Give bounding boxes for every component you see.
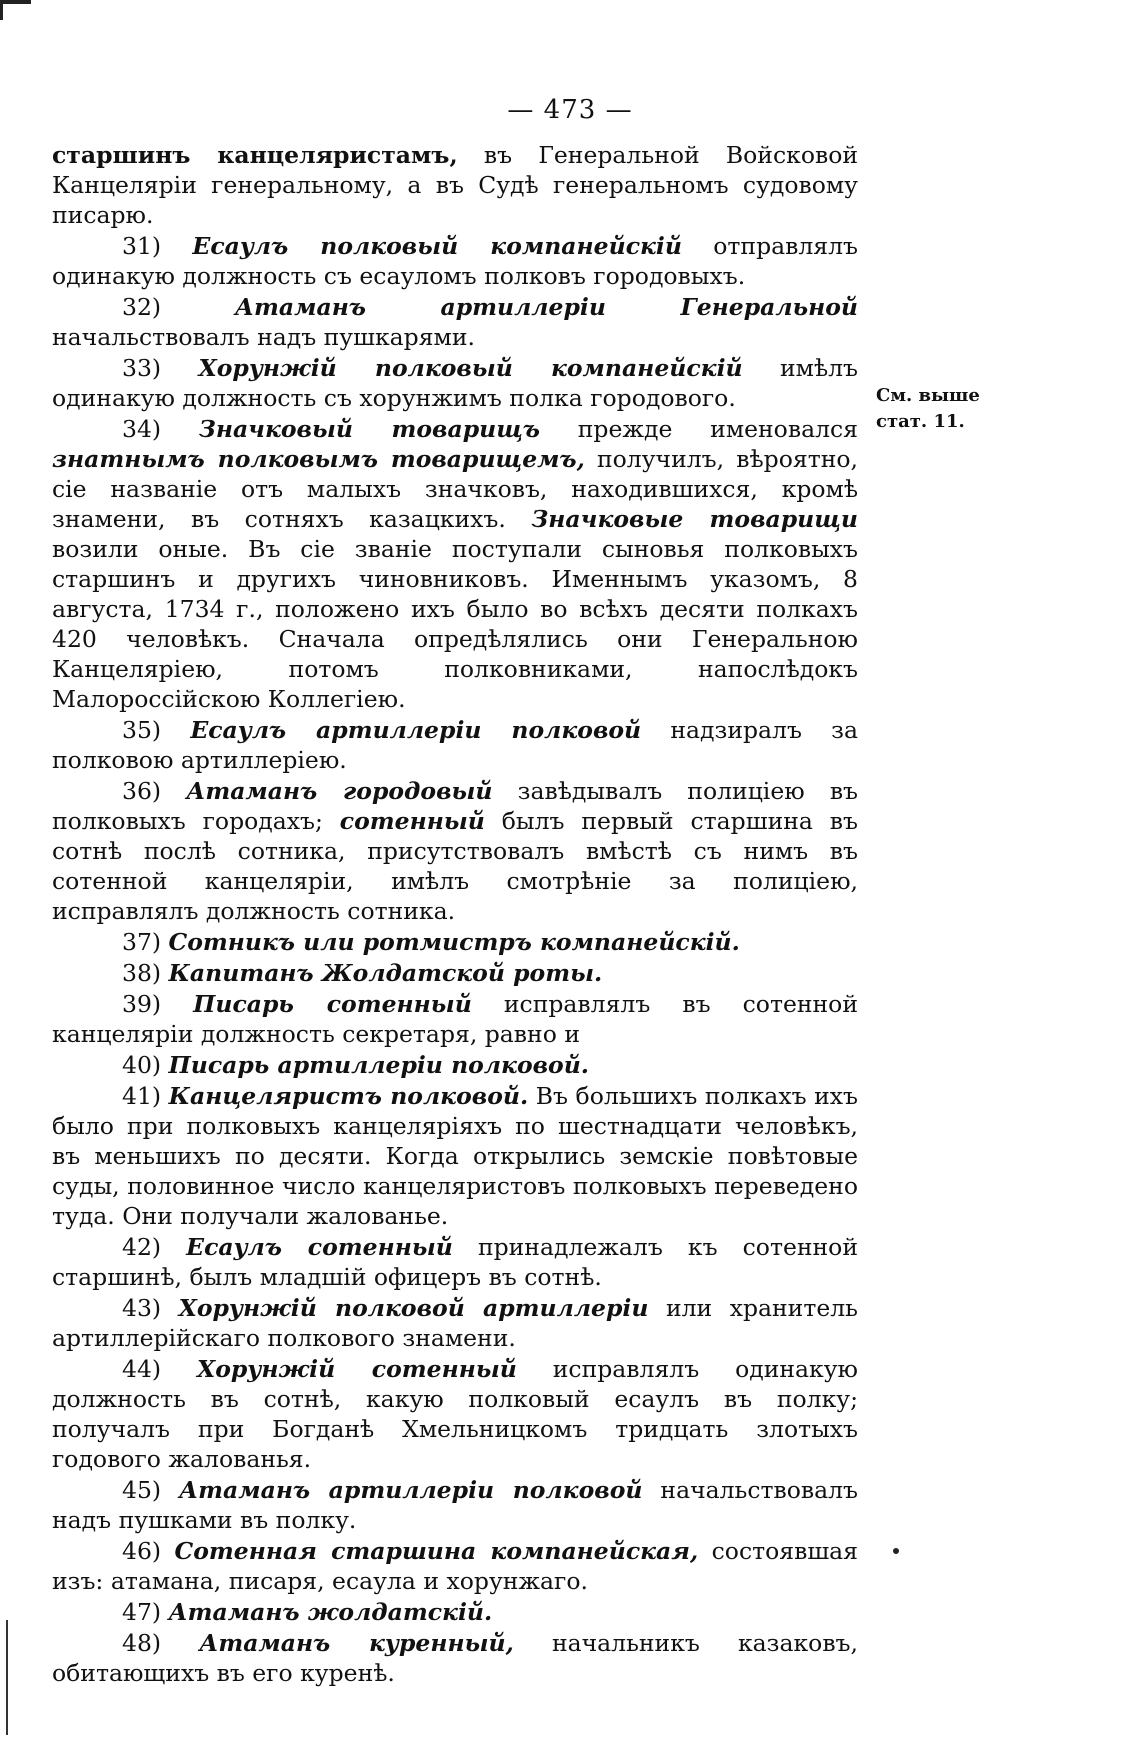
intro-text: въ Генеральной Войсковой Канцеляріи генеральному, а въ Судѣ генеральномъ судовому писарю.: [52, 141, 859, 229]
paragraph-intro: [52, 140, 858, 230]
paragraph-46: [52, 1536, 858, 1596]
margin-note-line-1: См. выше: [876, 385, 980, 406]
definition: Въ большихъ полкахъ ихъ было при полковыхъ канцеляріяхъ по шестнадцати человѣкъ, въ меньшихъ по десяти. Когда открылись земскіе повѣтовые суды, половинное число канцеляристовъ полковыхъ переведено туда. Они получали жалованье.: [52, 1082, 858, 1230]
term: Атаманъ куренный,: [199, 1629, 514, 1657]
term: Атаманъ городовый: [186, 777, 493, 805]
paragraph-33: [52, 353, 858, 413]
paragraph-39: [52, 989, 858, 1049]
definition: состоявшая изъ: атамана, писаря, есаула и хорунжаго.: [52, 1537, 858, 1595]
item-number: 39): [122, 990, 194, 1018]
item-number: 44): [122, 1355, 197, 1383]
paragraph-37: [52, 927, 858, 957]
item-number: 35): [122, 716, 191, 744]
paragraph-41: [52, 1081, 858, 1231]
item-number: 31): [122, 232, 193, 260]
paragraph-32: [52, 292, 858, 352]
book-page: [36, 0, 1104, 1744]
term: Хорунжій полковой артиллеріи: [178, 1294, 649, 1322]
term: Капитанъ Жолдатской роты.: [168, 959, 603, 987]
term: Хорунжій сотенный: [196, 1355, 517, 1383]
paragraph-35: [52, 715, 858, 775]
intro-struck: старшинъ канцеляристамъ,: [52, 141, 458, 169]
term: Есаулъ артиллеріи полковой: [190, 716, 642, 744]
item-number: 41): [122, 1082, 169, 1110]
term: Писарь сотенный: [193, 990, 472, 1018]
definition: начальствовалъ надъ пушками въ полку.: [52, 1476, 859, 1534]
item-number: 32): [122, 293, 235, 321]
term: Атаманъ артиллеріи Генеральной: [234, 293, 858, 321]
definition: или хранитель артиллерійскаго полкового знамени.: [52, 1294, 858, 1352]
scan-edge-line: [6, 1620, 8, 1735]
body-text: [52, 140, 858, 1689]
paragraph-40: [52, 1050, 858, 1080]
definition: исправлялъ въ сотенной канцеляріи должность секретаря, равно и: [52, 990, 858, 1048]
margin-note: [876, 383, 996, 435]
term: Есаулъ сотенный: [186, 1233, 453, 1261]
item-number: 33): [122, 354, 199, 382]
item-number: 43): [122, 1294, 179, 1322]
term: Писарь артиллеріи полковой.: [168, 1051, 589, 1079]
term: знатнымъ полковымъ товарищемъ,: [52, 445, 585, 473]
term: Значковые товарищи: [531, 505, 858, 533]
term: Значковый товарищъ: [198, 415, 540, 443]
definition: имѣлъ одинакую должность съ хорунжимъ полка городового.: [52, 354, 859, 412]
definition: начальникъ казаковъ, обитающихъ въ его куренѣ.: [52, 1629, 858, 1687]
term: Атаманъ жолдатскій.: [168, 1598, 493, 1626]
paragraph-45: [52, 1475, 858, 1535]
definition: исправлялъ одинакую должность въ сотнѣ, какую полковый есаулъ въ полку; получалъ при Богданѣ Хмельницкомъ тридцать злотыхъ годового жалованья.: [52, 1355, 858, 1473]
paragraph-43: [52, 1293, 858, 1353]
item-number: 34): [122, 415, 199, 443]
paragraph-44: [52, 1354, 858, 1474]
definition: былъ первый старшина въ сотнѣ послѣ сотника, присутствовалъ вмѣстѣ съ нимъ въ сотенной канцеляріи, имѣлъ смотрѣніе за полиціею, исправлялъ должность сотника.: [52, 807, 858, 925]
term: Сотенная старшина компанейская,: [174, 1537, 699, 1565]
definition: прежде именовался: [539, 415, 858, 443]
item-number: 46): [122, 1537, 175, 1565]
paragraph-47: [52, 1597, 858, 1627]
scan-corner-mark: [0, 0, 31, 20]
term: Сотникъ или ротмистръ компанейскій.: [168, 928, 740, 956]
definition: отправлялъ одинакую должность съ есауломъ полковъ городовыхъ.: [52, 232, 858, 290]
margin-note-line-2: стат. 11.: [876, 411, 965, 432]
term: Есаулъ полковый компанейскій: [192, 232, 682, 260]
paragraph-34: [52, 414, 858, 714]
term: сотенный: [339, 807, 485, 835]
term: Атаманъ артиллеріи полковой: [179, 1476, 643, 1504]
item-number: 48): [122, 1629, 200, 1657]
definition: завѣдывалъ полиціею въ полковыхъ городахъ;: [52, 777, 858, 835]
item-number: 42): [122, 1233, 187, 1261]
item-number: 45): [122, 1476, 180, 1504]
definition: начальствовалъ надъ пушкарями.: [52, 323, 475, 351]
paragraph-38: [52, 958, 858, 988]
item-number: 38): [122, 959, 169, 987]
paragraph-31: [52, 231, 858, 291]
paragraph-48: [52, 1628, 858, 1688]
term: Хорунжій полковый компанейскій: [198, 354, 743, 382]
item-number: 37): [122, 928, 169, 956]
definition: принадлежалъ къ сотенной старшинѣ, былъ младшій офицеръ въ сотнѣ.: [52, 1233, 858, 1291]
term: Канцеляристъ полковой.: [168, 1082, 529, 1110]
definition: возили оные. Въ сіе званіе поступали сыновья полковыхъ старшинъ и другихъ чиновниковъ. Именнымъ указомъ, 8 августа, 1734 г., положено ихъ было во всѣхъ десяти полкахъ 420 человѣкъ. Сначала опредѣлялись они Генеральною Канцеляріею, потомъ полковниками, напослѣдокъ Малороссійскою Коллегіею.: [52, 535, 858, 713]
item-number: 40): [122, 1051, 169, 1079]
definition: надзиралъ за полковою артиллеріею.: [52, 716, 858, 774]
definition: получилъ, вѣроятно, сіе названіе отъ малыхъ значковъ, находившихся, кромѣ знамени, въ сотняхъ казацкихъ.: [52, 445, 858, 533]
paragraph-36: [52, 776, 858, 926]
item-number: 47): [122, 1598, 169, 1626]
item-number: 36): [122, 777, 187, 805]
page-number: — 473 —: [507, 95, 633, 125]
paragraph-42: [52, 1232, 858, 1292]
